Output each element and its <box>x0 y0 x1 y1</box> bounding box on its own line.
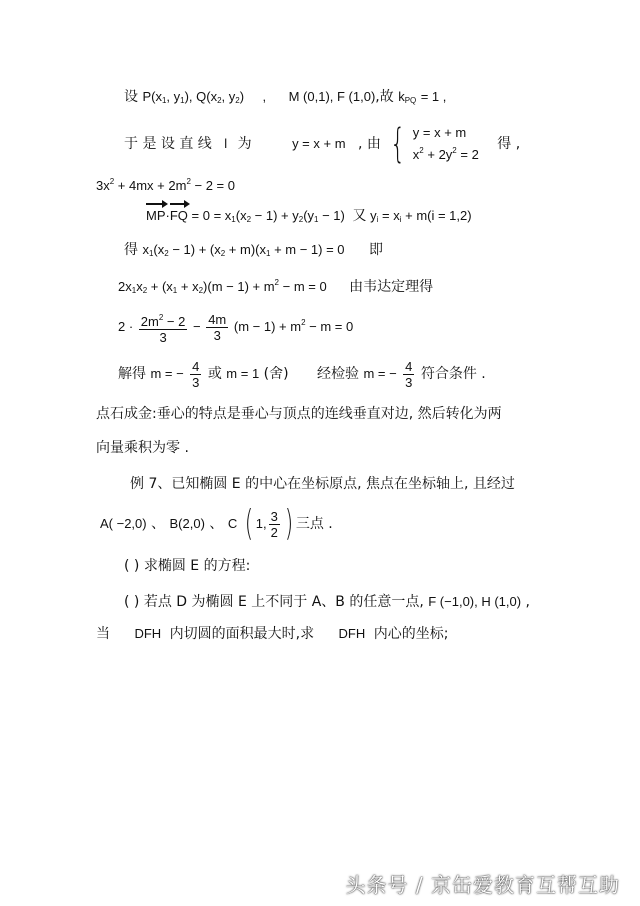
fraction <box>403 359 414 390</box>
point-b: B(2,0) <box>169 516 205 531</box>
text: 内心的坐标; <box>373 626 449 642</box>
eq-1: y = x + m <box>412 125 467 140</box>
watermark-text: 头条号 / 京缶爱教育互帮互助 <box>345 873 620 897</box>
line-3 <box>96 172 235 196</box>
eq-2: $x^2 + 2y^2 = 2$ <box>412 146 479 162</box>
dot-product-expr: = $0 = x_1(x_2 - 1) + y_2(y_1 - 1)$ <box>191 208 345 224</box>
denominator: 2 <box>270 524 278 540</box>
expr: $(m - 1) + m^2 - m = 0$ <box>233 318 354 334</box>
text: 三点 . <box>295 516 333 532</box>
text: 即 <box>368 242 383 258</box>
paren-right: ) <box>284 503 294 544</box>
line-15 <box>96 624 448 644</box>
triangle-dfh: DFH <box>134 626 162 641</box>
denominator: 3 <box>405 374 413 390</box>
text: C <box>227 516 238 531</box>
text: m = − <box>150 366 184 381</box>
numerator: 3 <box>270 508 278 524</box>
dot: · <box>165 208 170 223</box>
line-5 <box>124 240 383 264</box>
math-line: y = x + m <box>292 136 346 151</box>
text: 当 <box>96 626 110 642</box>
denominator: 3 <box>213 328 221 344</box>
text: 2 · <box>118 319 134 334</box>
text: 得 , <box>497 136 521 152</box>
text: m = 1 <box>226 366 260 381</box>
text: 得 <box>124 242 138 258</box>
line-12 <box>100 503 333 544</box>
triangle-dfh: DFH <box>338 626 366 641</box>
text: (舍) <box>263 366 289 382</box>
line-7 <box>118 305 353 345</box>
text: = 1 , <box>420 89 447 104</box>
math-pq: $P(x_1$, $y_1$), $Q(x_2$, $y_2$) <box>142 89 245 105</box>
line-4 <box>146 206 472 230</box>
text: 又 <box>352 208 367 224</box>
text: 内切圆的面积最大时,求 <box>169 626 315 642</box>
text: 、 <box>151 516 166 532</box>
line-13: ( ) 求椭圆 E 的方程: <box>124 558 251 574</box>
brace: { <box>390 121 406 167</box>
text: ,故 <box>375 89 394 105</box>
text: 设 <box>124 89 138 105</box>
text: 符合条件 . <box>420 366 486 382</box>
points-fh: F (−1,0), H (1,0) <box>428 594 522 609</box>
vector-fq: FQ <box>170 206 188 226</box>
denominator: 3 <box>159 330 167 346</box>
numerator: $2m^2 - 2$ <box>139 310 188 330</box>
text: , <box>262 89 267 104</box>
paren-left: ( <box>244 503 253 544</box>
line-8 <box>118 356 486 392</box>
expr: $2x_1x_2 + (x_1 + x_2)(m - 1) + m^2 - m = 0$ <box>118 278 327 295</box>
line-6 <box>118 273 433 301</box>
line-2 <box>124 121 521 167</box>
vector-mp: MP <box>146 206 166 226</box>
expr: $x_1(x_2 - 1) + (x_2 + m)(x_1 + m - 1) = 0$ <box>142 242 345 258</box>
text: 或 <box>207 366 222 382</box>
text: , <box>525 594 530 610</box>
math-mf: M (0,1), F (1,0) <box>288 89 376 104</box>
text: 于 是 设 直 线 <box>124 136 212 152</box>
quadratic: $3x^2 + 4mx + 2m^2 - 2 = 0$ <box>96 177 235 193</box>
text: 经检验 <box>317 366 360 382</box>
math-kpq: $k_{PQ}$ <box>398 89 417 105</box>
line-1 <box>124 87 446 111</box>
denominator: 3 <box>192 374 200 390</box>
text: − <box>192 319 201 334</box>
text: ( ) 若点 D 为椭圆 E 上不同于 A、B 的任意一点, <box>124 594 424 610</box>
text: m = − <box>363 366 397 381</box>
numerator: 4m <box>208 312 227 328</box>
text: 解得 <box>118 366 146 382</box>
line-9: 点石成金:垂心的特点是垂心与顶点的连线垂直对边, 然后转化为两 <box>96 406 502 422</box>
text: 为 <box>237 136 252 152</box>
fraction <box>139 310 188 345</box>
line-14 <box>124 592 530 612</box>
fraction <box>190 359 201 390</box>
line-11: 例 7、已知椭圆 E 的中心在坐标原点, 焦点在坐标轴上, 且经过 <box>130 476 515 492</box>
point-a: A( −2,0) <box>100 516 147 531</box>
fraction <box>269 509 280 540</box>
line-10: 向量乘积为零 . <box>96 440 189 456</box>
numerator: 4 <box>405 358 413 374</box>
text: 、 <box>209 516 224 532</box>
fraction <box>206 312 228 343</box>
text: , 由 <box>357 136 381 152</box>
yi-expr: $y_i = x_i + m(i = 1,2)$ <box>370 208 472 224</box>
text: 由韦达定理得 <box>349 279 434 295</box>
equation-system <box>413 124 479 164</box>
numerator: 4 <box>192 358 200 374</box>
text: 1, <box>255 516 267 531</box>
text: l <box>224 136 228 151</box>
